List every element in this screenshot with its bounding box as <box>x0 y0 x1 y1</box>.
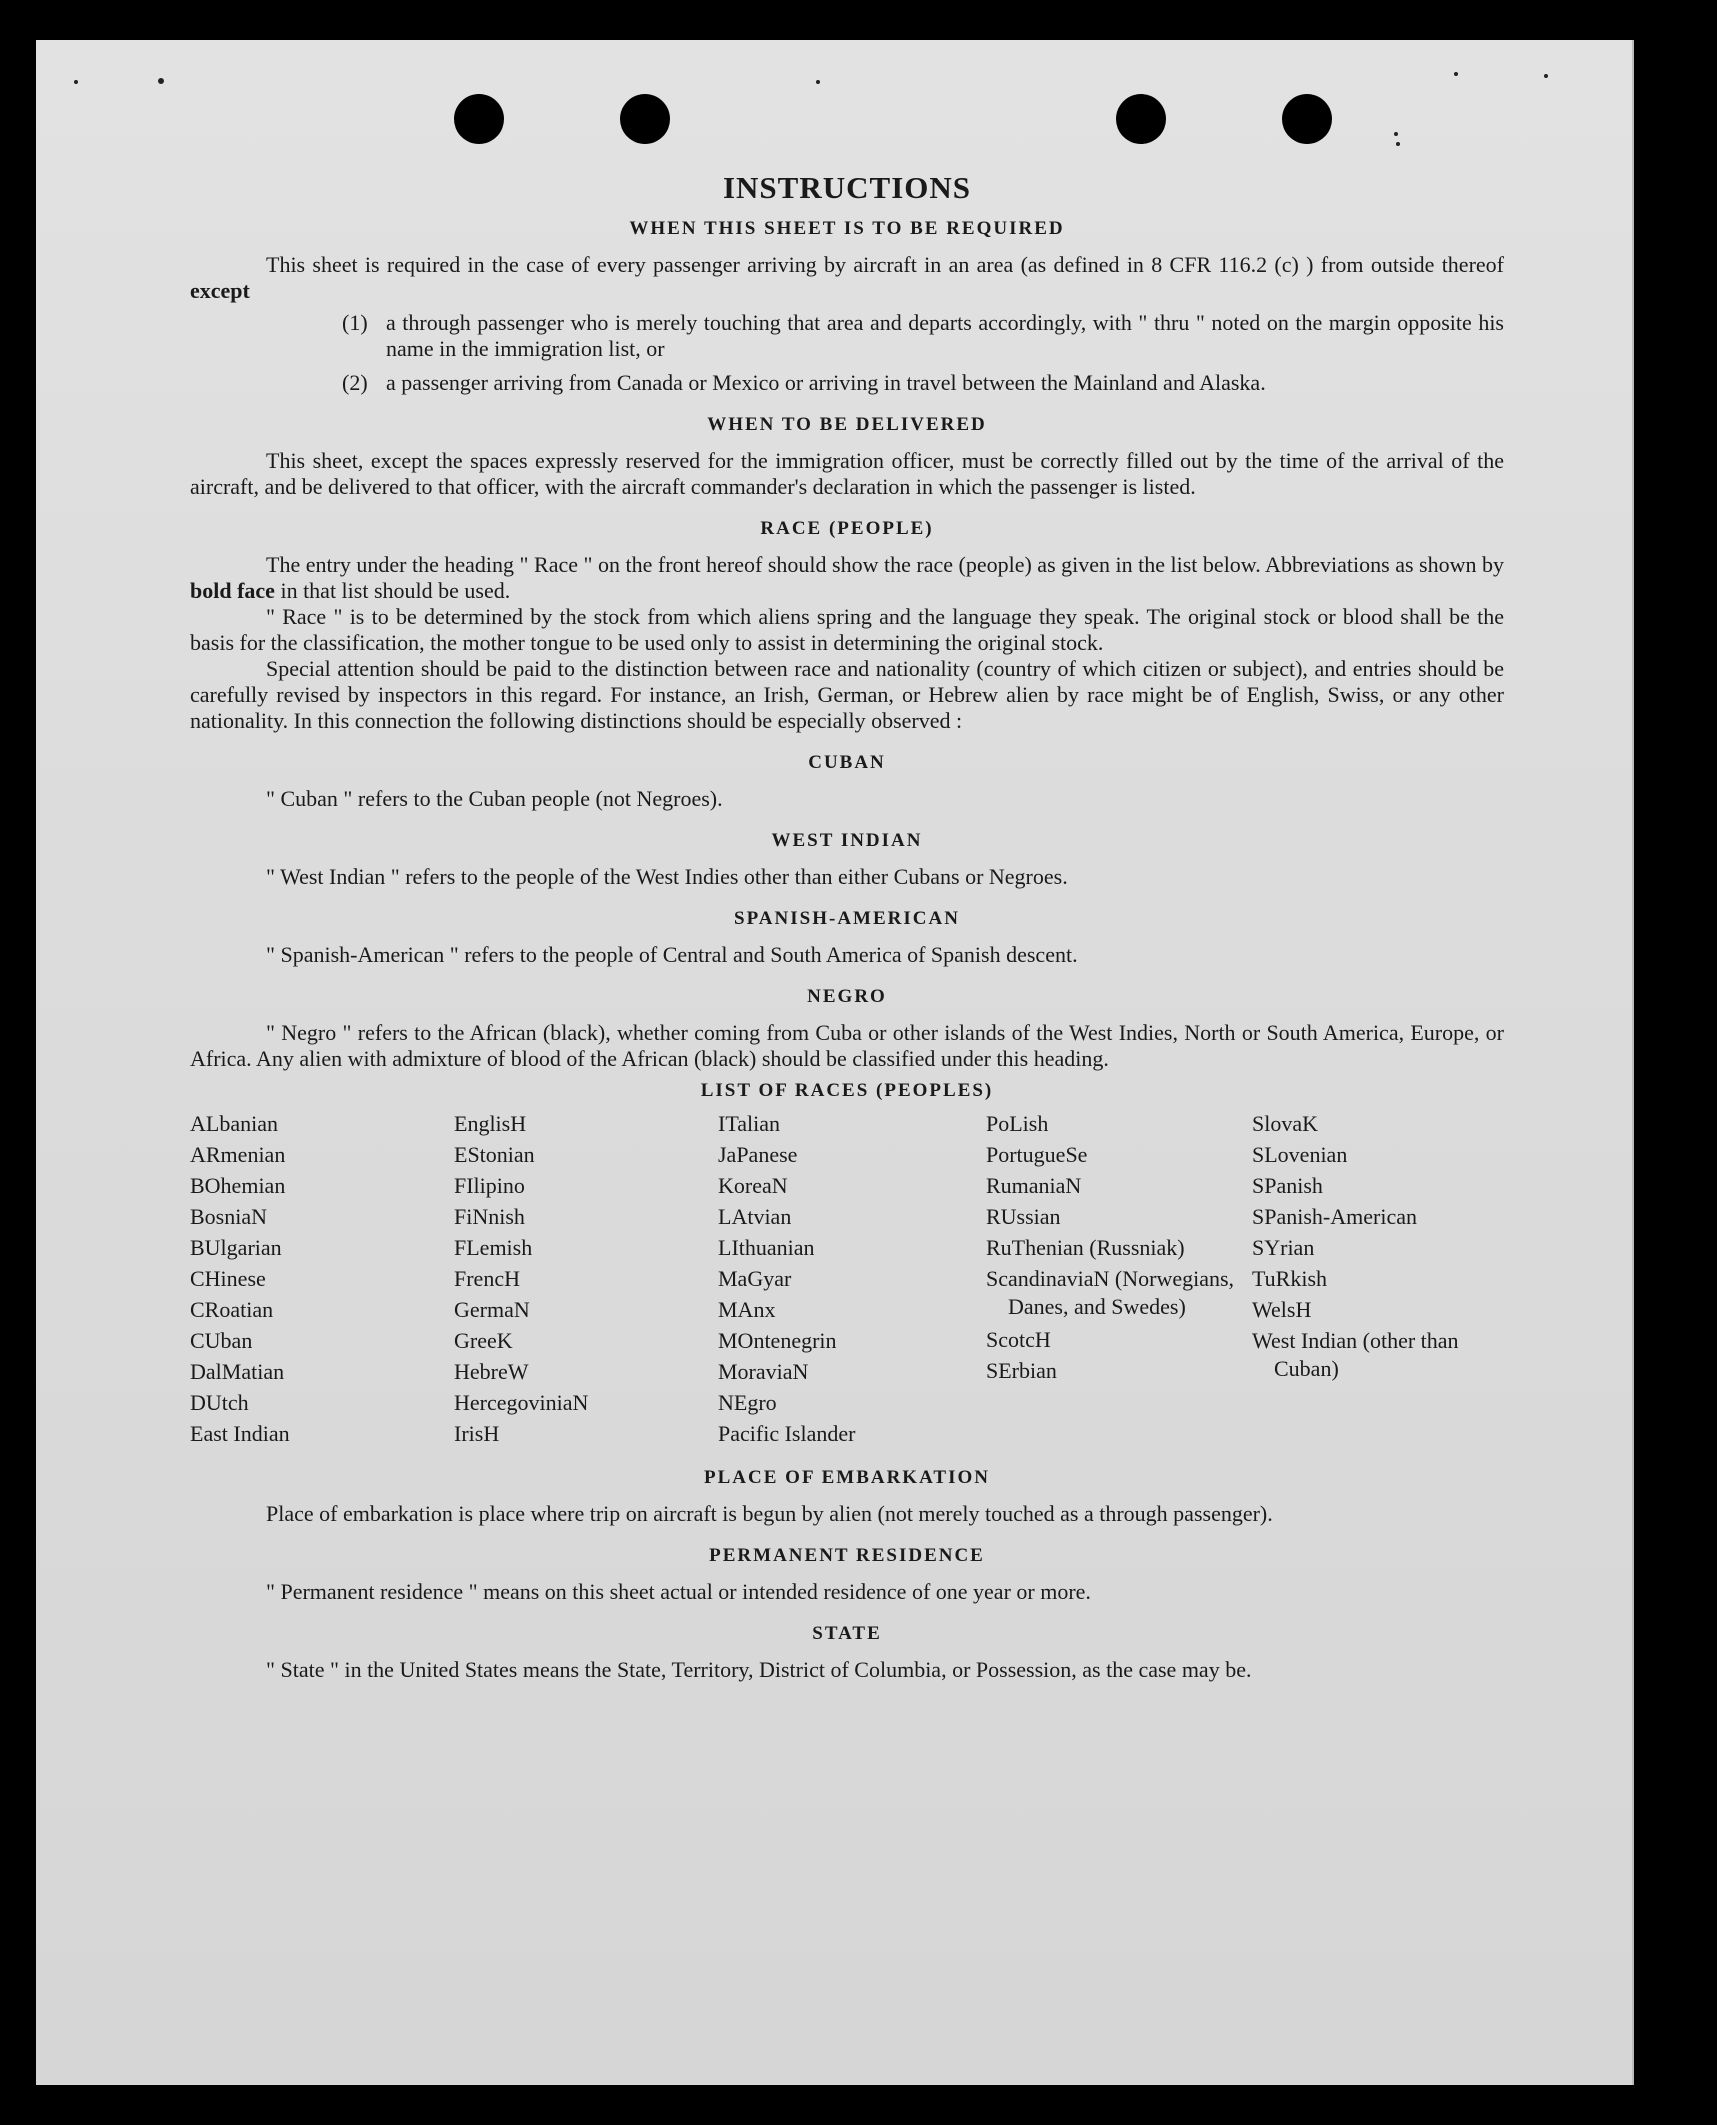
race-entry: LIthuanian <box>718 1235 815 1260</box>
race-p1-text: The entry under the heading " Race " on the front hereof should show the race (people) as given in the list below. Abbreviations as shown by <box>266 552 1504 577</box>
west-indian-text: " West Indian " refers to the people of the West Indies other than either Cubans or Negroes. <box>266 864 1068 889</box>
race-entry: DalMatian <box>190 1359 285 1384</box>
cuban-text: " Cuban " refers to the Cuban people (not Negroes). <box>266 786 723 811</box>
section-heading-delivered: WHEN TO BE DELIVERED <box>707 414 987 435</box>
punch-hole <box>454 94 504 144</box>
section-heading-embarkation: PLACE OF EMBARKATION <box>704 1467 990 1488</box>
section-heading-residence: PERMANENT RESIDENCE <box>709 1545 985 1566</box>
race-entry: RUssian <box>986 1204 1061 1229</box>
exception-number: (2) <box>342 370 368 395</box>
section-heading-race: RACE (PEOPLE) <box>760 518 934 539</box>
race-entry: GreeK <box>454 1328 513 1353</box>
race-entry: NEgro <box>718 1390 777 1415</box>
race-entry: HebreW <box>454 1359 529 1384</box>
exception-list <box>190 310 1504 396</box>
race-paragraph-2: " Race " is to be determined by the stock from which aliens spring and the language they speak. The original stock or blood shall be the basis for the classification, the mother tongue to be used only to assist in determining the original stock. <box>190 604 1504 655</box>
instructions-content <box>190 170 1504 1683</box>
races-column-4 <box>986 1108 1252 1449</box>
race-entry: BOhemian <box>190 1173 286 1198</box>
speck <box>1454 72 1458 76</box>
exception-item <box>190 310 1504 362</box>
race-entry: GermaN <box>454 1297 530 1322</box>
race-entry: FIlipino <box>454 1173 525 1198</box>
race-entry: CRoatian <box>190 1297 274 1322</box>
race-entry: EnglisH <box>454 1111 527 1136</box>
race-paragraph-3: Special attention should be paid to the distinction between race and nationality (country of which citizen or subject), and entries should be carefully revised by inspectors in this regard. For instance, an Irish, German, or Hebrew alien by race might be of English, Swiss, or any other nationality. In this connection the following distinctions should be especially observed : <box>190 656 1504 733</box>
race-p1-text-end: in that list should be used. <box>280 578 511 603</box>
race-paragraph-1 <box>190 552 1504 604</box>
page-title: INSTRUCTIONS <box>722 170 971 205</box>
section-heading-cuban: CUBAN <box>808 752 886 773</box>
state-text: " State " in the United States means the State, Territory, District of Columbia, or Possession, as the case may be. <box>266 1657 1252 1682</box>
exception-text: a passenger arriving from Canada or Mexico or arriving in travel between the Mainland and Alaska. <box>386 370 1266 395</box>
speck <box>74 80 78 84</box>
race-entry: IrisH <box>454 1421 500 1446</box>
delivered-text: This sheet, except the spaces expressly reserved for the immigration officer, must be correctly filled out by the time of the arrival of the aircraft, and be delivered to that officer, with the aircraft commander's declaration in which the passenger is listed. <box>190 448 1504 499</box>
race-entry: CHinese <box>190 1266 266 1291</box>
required-intro-bold: except <box>190 278 250 303</box>
race-entry: SErbian <box>986 1358 1057 1383</box>
race-entry: ScandinaviaN (Norwegians, Danes, and Swedes) <box>986 1266 1235 1319</box>
punch-hole <box>1116 94 1166 144</box>
required-intro <box>190 252 1504 304</box>
section-heading-races-list: LIST OF RACES (PEOPLES) <box>700 1080 994 1101</box>
race-entry: ALbanian <box>190 1111 278 1136</box>
negro-text: " Negro " refers to the African (black), whether coming from Cuba or other islands of the West Indies, North or South America, Europe, or Africa. Any alien with admixture of blood of the African (black) should be classified under this heading. <box>190 1020 1504 1071</box>
race-entry: PortugueSe <box>986 1142 1088 1167</box>
race-entry: SlovaK <box>1252 1111 1318 1136</box>
embarkation-text: Place of embarkation is place where trip on aircraft is begun by alien (not merely touched as a through passenger). <box>266 1501 1273 1526</box>
race-entry: MOntenegrin <box>718 1328 837 1353</box>
speck <box>158 78 164 84</box>
races-column-3 <box>718 1108 986 1449</box>
exception-item <box>190 370 1504 396</box>
race-entry: SPanish <box>1252 1173 1323 1198</box>
speck <box>1544 74 1548 78</box>
race-entry: ScotcH <box>986 1327 1051 1352</box>
speck <box>816 80 820 84</box>
section-heading-negro: NEGRO <box>807 986 887 1007</box>
punch-hole <box>620 94 670 144</box>
race-entry: MaGyar <box>718 1266 792 1291</box>
race-entry: Pacific Islander <box>718 1421 856 1446</box>
race-p1-bold: bold face <box>190 578 275 603</box>
race-entry: KoreaN <box>718 1173 788 1198</box>
race-entry: BosniaN <box>190 1204 267 1229</box>
race-entry: SYrian <box>1252 1235 1315 1260</box>
race-entry: RuThenian (Russniak) <box>986 1235 1185 1260</box>
race-entry: CUban <box>190 1328 253 1353</box>
race-entry: LAtvian <box>718 1204 792 1229</box>
race-entry: West Indian (other than Cuban) <box>1252 1328 1459 1381</box>
race-entry: PoLish <box>986 1111 1049 1136</box>
exception-number: (1) <box>342 310 368 335</box>
residence-text: " Permanent residence " means on this sheet actual or intended residence of one year or more. <box>266 1579 1091 1604</box>
race-entry: FLemish <box>454 1235 533 1260</box>
race-entry: DUtch <box>190 1390 249 1415</box>
race-entry: RumaniaN <box>986 1173 1082 1198</box>
speck <box>1396 142 1400 146</box>
races-column-1 <box>190 1108 454 1449</box>
section-heading-spanish-american: SPANISH-AMERICAN <box>734 908 960 929</box>
punch-hole <box>1282 94 1332 144</box>
section-heading-west-indian: WEST INDIAN <box>771 830 923 851</box>
races-column-2 <box>454 1108 718 1449</box>
required-intro-text: This sheet is required in the case of every passenger arriving by aircraft in an area (as defined in 8 CFR 116.2 (c) ) from outside thereof <box>266 252 1504 277</box>
race-entry: TuRkish <box>1252 1266 1328 1291</box>
speck <box>1394 132 1398 136</box>
section-heading-required: WHEN THIS SHEET IS TO BE REQUIRED <box>629 218 1065 239</box>
document-page <box>36 40 1634 2085</box>
race-entry: EStonian <box>454 1142 535 1167</box>
section-heading-state: STATE <box>812 1623 882 1644</box>
race-entry: JaPanese <box>718 1142 798 1167</box>
race-entry: East Indian <box>190 1421 290 1446</box>
race-entry: SPanish-American <box>1252 1204 1417 1229</box>
races-list <box>190 1108 1504 1449</box>
exception-text: a through passenger who is merely touching that area and departs accordingly, with " thru " noted on the margin opposite his name in the immigration list, or <box>386 310 1504 361</box>
race-entry: WelsH <box>1252 1297 1312 1322</box>
race-entry: ITalian <box>718 1111 780 1136</box>
race-entry: SLovenian <box>1252 1142 1348 1167</box>
race-entry: BUlgarian <box>190 1235 282 1260</box>
race-entry: ARmenian <box>190 1142 286 1167</box>
race-entry: FrencH <box>454 1266 520 1291</box>
race-entry: MAnx <box>718 1297 776 1322</box>
spanish-american-text: " Spanish-American " refers to the people of Central and South America of Spanish descent. <box>266 942 1078 967</box>
race-entry: HercegoviniaN <box>454 1390 589 1415</box>
race-entry: FiNnish <box>454 1204 525 1229</box>
races-column-5 <box>1252 1108 1504 1449</box>
race-entry: MoraviaN <box>718 1359 809 1384</box>
